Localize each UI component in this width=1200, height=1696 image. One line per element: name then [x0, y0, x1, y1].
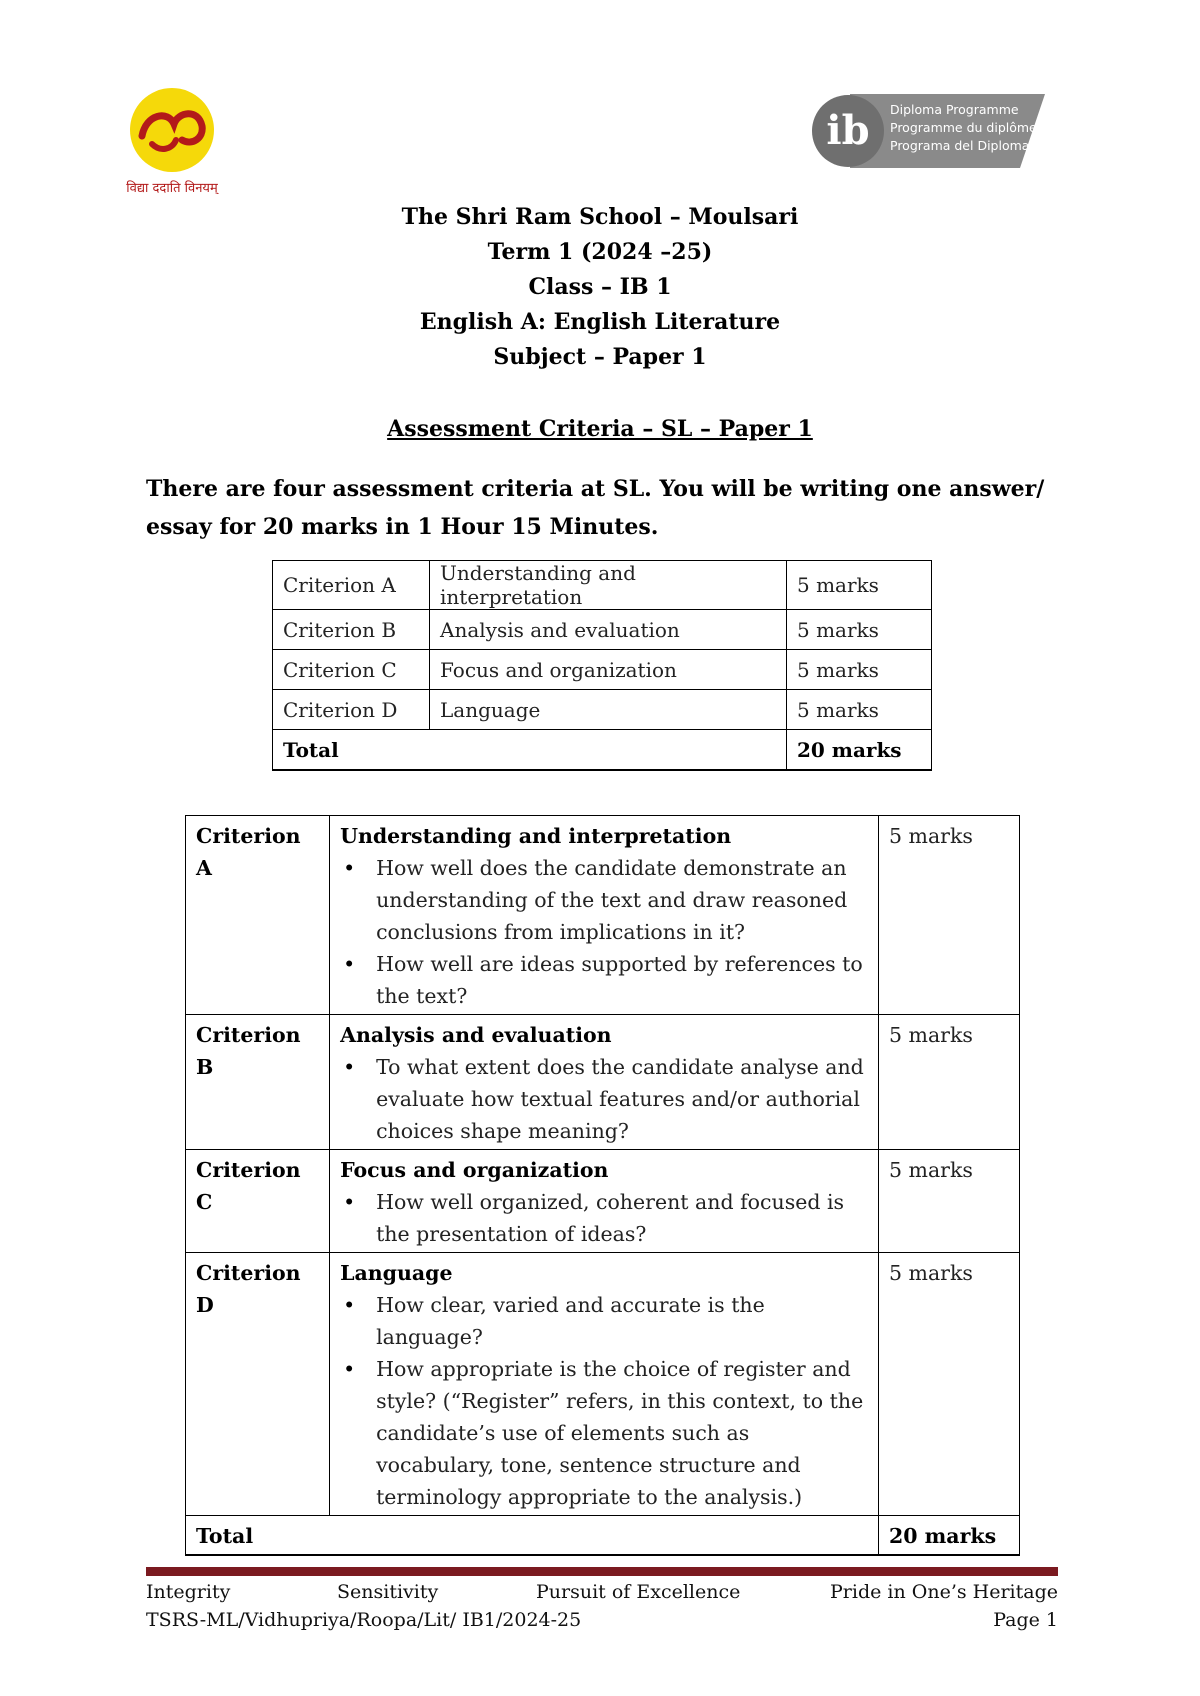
- table-row: [273, 690, 932, 730]
- ib-line-1: Diploma Programme: [890, 102, 1019, 117]
- detail-marks: 5 marks: [878, 1150, 1019, 1253]
- detail-body: [330, 1015, 879, 1150]
- summary-criterion: Criterion C: [273, 650, 430, 690]
- footer-reference: TSRS-ML/Vidhupriya/Roopa/Lit/ IB1/2024-25: [146, 1609, 582, 1631]
- detail-title: Analysis and evaluation: [340, 1023, 612, 1047]
- table-row: [186, 816, 1020, 1015]
- detail-table: [185, 815, 1020, 1556]
- ib-logo: [810, 92, 1050, 170]
- footer-divider: [146, 1567, 1058, 1576]
- detail-body: [330, 1150, 879, 1253]
- summary-criterion: Criterion A: [273, 561, 430, 610]
- summary-marks: 5 marks: [787, 690, 932, 730]
- class: Class – IB 1: [528, 274, 672, 300]
- course: English A: English Literature: [419, 309, 781, 335]
- detail-marks: 5 marks: [878, 816, 1019, 1015]
- school-logo: [112, 84, 236, 194]
- list-item: • How clear, varied and accurate is the language?: [376, 1289, 868, 1353]
- footer-value-heritage: Pride in One’s Heritage: [830, 1581, 1058, 1603]
- list-item: • How well are ideas supported by references to the text?: [376, 948, 868, 1012]
- footer-value-excellence: Pursuit of Excellence: [536, 1581, 741, 1603]
- table-row-total: [186, 1516, 1020, 1556]
- table-row: [273, 610, 932, 650]
- section-title: Assessment Criteria – SL – Paper 1: [387, 416, 813, 442]
- footer-value-sensitivity: Sensitivity: [337, 1581, 439, 1603]
- summary-marks: 5 marks: [787, 561, 932, 610]
- bullet-list: [340, 1051, 868, 1147]
- detail-total-label: Total: [186, 1516, 879, 1556]
- detail-marks: 5 marks: [878, 1253, 1019, 1516]
- list-item: • How appropriate is the choice of register and style? (“Register” refers, in this context, to the candidate’s use of elements such as vocabulary, tone, sentence structure and terminology appropriate to the analysis.): [376, 1353, 868, 1513]
- school-motto: विद्या ददाति विनयम्: [126, 181, 218, 194]
- detail-body: [330, 816, 879, 1015]
- list-item: • How well does the candidate demonstrate an understanding of the text and draw reasoned conclusions from implications in it?: [376, 852, 868, 948]
- summary-marks: 5 marks: [787, 610, 932, 650]
- term: Term 1 (2024 –25): [487, 239, 713, 265]
- table-row: [273, 650, 932, 690]
- detail-title: Focus and organization: [340, 1158, 609, 1182]
- table-row-total: [273, 730, 932, 771]
- detail-criterion: Criterion A: [186, 816, 330, 1015]
- school-name: The Shri Ram School – Moulsari: [401, 204, 799, 230]
- bullet-list: [340, 1289, 868, 1513]
- page-number: Page 1: [993, 1609, 1058, 1631]
- table-row: [186, 1150, 1020, 1253]
- ib-line-3: Programa del Diploma: [890, 138, 1030, 153]
- summary-total-marks: 20 marks: [787, 730, 932, 771]
- summary-table: [272, 560, 932, 771]
- document-header: [0, 200, 1200, 375]
- intro-line-1: There are four assessment criteria at SL. You will be writing one answer/: [146, 476, 1045, 502]
- intro-line-2: essay for 20 marks in 1 Hour 15 Minutes.: [146, 514, 659, 540]
- intro-text: [146, 470, 1046, 546]
- bullet-list: [340, 1186, 868, 1250]
- detail-criterion: Criterion B: [186, 1015, 330, 1150]
- detail-total-marks: 20 marks: [878, 1516, 1019, 1556]
- list-item: • To what extent does the candidate analyse and evaluate how textual features and/or authorial choices shape meaning?: [376, 1051, 868, 1147]
- ib-line-2: Programme du diplôme: [890, 120, 1037, 135]
- detail-title: Understanding and interpretation: [340, 824, 732, 848]
- list-item: • How well organized, coherent and focused is the presentation of ideas?: [376, 1186, 868, 1250]
- summary-description: Language: [430, 690, 787, 730]
- subject: Subject – Paper 1: [493, 344, 707, 370]
- footer-value-integrity: Integrity: [146, 1581, 231, 1603]
- summary-description: Understanding and interpretation: [430, 561, 787, 610]
- table-row: [273, 561, 932, 610]
- detail-marks: 5 marks: [878, 1015, 1019, 1150]
- summary-marks: 5 marks: [787, 650, 932, 690]
- detail-title: Language: [340, 1261, 453, 1285]
- summary-description: Focus and organization: [430, 650, 787, 690]
- detail-criterion: Criterion C: [186, 1150, 330, 1253]
- summary-description: Analysis and evaluation: [430, 610, 787, 650]
- detail-criterion: Criterion D: [186, 1253, 330, 1516]
- table-row: [186, 1015, 1020, 1150]
- summary-total-label: Total: [273, 730, 787, 771]
- table-row: [186, 1253, 1020, 1516]
- ib-mark: ib: [826, 107, 870, 154]
- summary-criterion: Criterion B: [273, 610, 430, 650]
- detail-body: [330, 1253, 879, 1516]
- summary-criterion: Criterion D: [273, 690, 430, 730]
- bullet-list: [340, 852, 868, 1012]
